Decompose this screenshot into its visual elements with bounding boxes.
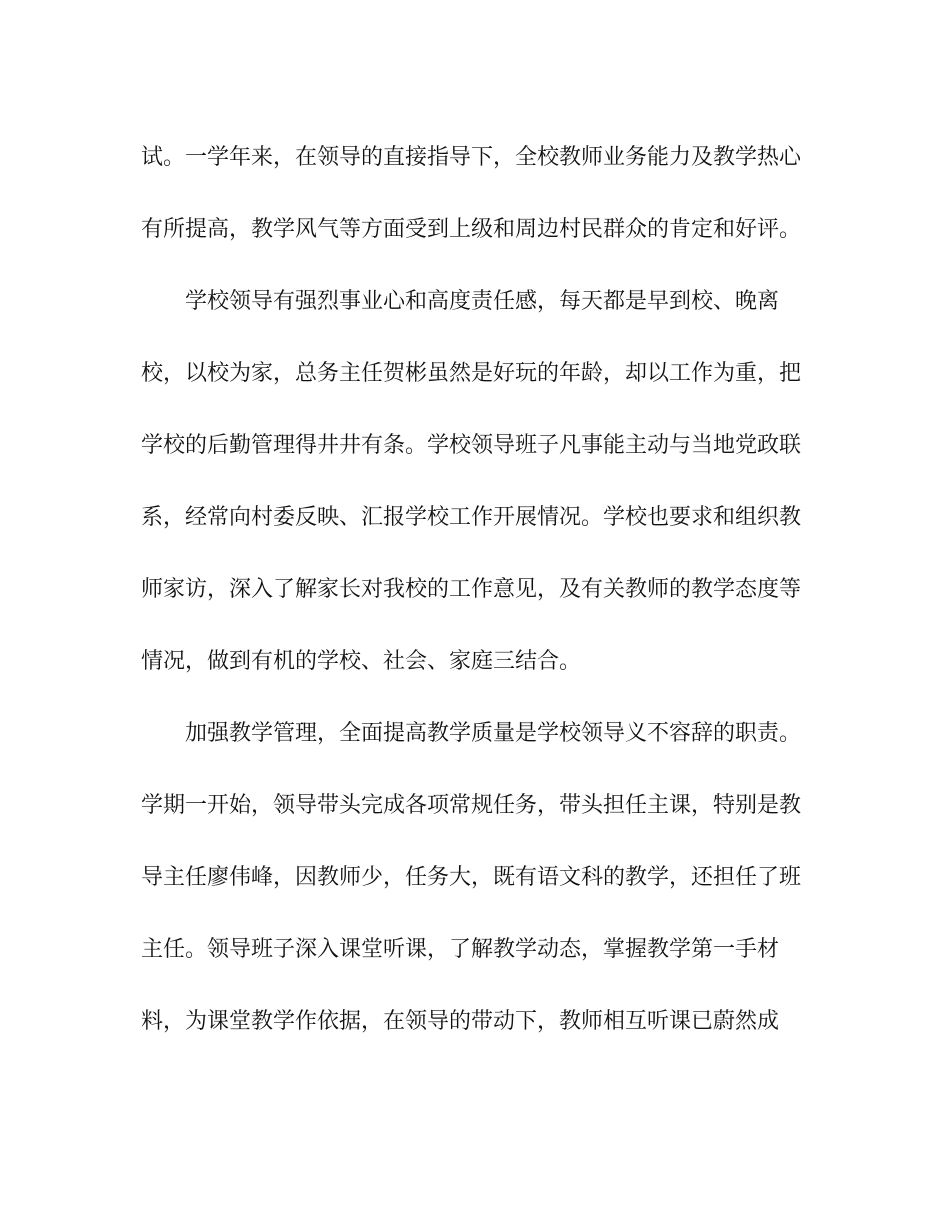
text-line: 师家访，深入了解家长对我校的工作意见，及有关教师的教学态度等 (141, 577, 801, 602)
text-line: 料，为课堂教学作依据，在领导的带动下，教师相互听课已蔚然成 (141, 1009, 780, 1034)
text-line: 情况，做到有机的学校、社会、家庭三结合。 (141, 649, 582, 674)
text-line: 校，以校为家，总务主任贺彬虽然是好玩的年龄，却以工作为重，把 (141, 361, 801, 386)
text-line: 学期一开始，领导带头完成各项常规任务，带头担任主课，特别是教 (141, 793, 801, 818)
text-line: 系，经常向村委反映、汇报学校工作开展情况。学校也要求和组织教 (141, 505, 801, 530)
paragraph-start-line: 学校领导有强烈事业心和高度责任感，每天都是早到校、晚离 (185, 289, 780, 314)
text-line: 有所提高，教学风气等方面受到上级和周边村民群众的肯定和好评。 (141, 217, 801, 242)
text-line: 学校的后勤管理得井井有条。学校领导班子凡事能主动与当地党政联 (141, 433, 801, 458)
paragraph-start-line: 加强教学管理，全面提高教学质量是学校领导义不容辞的职责。 (185, 721, 801, 746)
text-line: 主任。领导班子深入课堂听课，了解教学动态，掌握教学第一手材 (141, 937, 780, 962)
text-line: 导主任廖伟峰，因教师少，任务大，既有语文科的教学，还担任了班 (141, 865, 801, 890)
text-line: 试。一学年来，在领导的直接指导下，全校教师业务能力及教学热心 (141, 145, 801, 170)
